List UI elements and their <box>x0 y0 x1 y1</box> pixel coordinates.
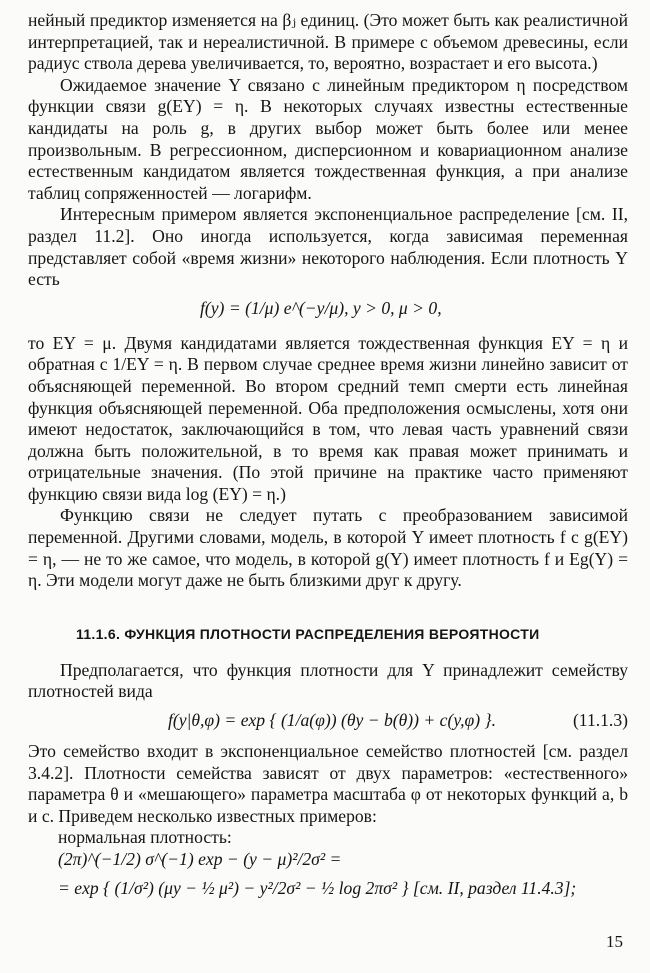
paragraph-8: нормальная плотность: <box>58 827 232 848</box>
section-heading: 11.1.6. ФУНКЦИЯ ПЛОТНОСТИ РАСПРЕДЕЛЕНИЯ ВЕРОЯТНОСТИ <box>76 625 540 642</box>
paragraph-6: Предполагается, что функция плотности для Y принадлежит семейству плотностей вида <box>28 659 628 702</box>
paragraph-3: Интересным примером является экспоненциальное распределение [см. II, раздел 11.2]. Оно иногда используется, когда зависимая переменная представляет собой «время жизни» некоторого наблюдения. Если плотность Y есть <box>28 204 628 290</box>
formula-family <box>28 703 628 741</box>
formula-normal-1: (2π)^(−1/2) σ^(−1) exp − (y − μ)²/2σ² = <box>58 849 342 869</box>
formula-normal-2: = exp { (1/σ²) (μy − ½ μ²) − y²/2σ² − ½ log 2πσ² } [см. II, раздел 11.4.3]; <box>58 877 577 898</box>
paragraph-4: то EY = μ. Двумя кандидатами является тождественная функция EY = η и обратная с 1/EY = η. В первом случае среднее время жизни линейно зависит от объясняющей переменной. Во втором средний темп смерти есть линейная функция объясняющей переменной. Оба предположения осмыслены, хотя они имеют недостаток, заключающийся в том, что левая часть уравнений связи должна быть положительной, в то время как правая может принимать и отрицательные значения. (По этой причине на практике часто применяют функцию связи вида log (EY) = η.) <box>28 332 628 504</box>
formula-exponential-density: f(y) = (1/μ) e^(−y/μ), y > 0, μ > 0, <box>200 297 442 318</box>
paragraph-7: Это семейство входит в экспоненциальное семейство плотностей [см. раздел 3.4.2]. Плотности семейства зависят от двух параметров: «естественного» параметра θ и «мешающего» параметра масштаба φ от некоторых функций a, b и c. Приведем несколько известных примеров: <box>28 741 628 826</box>
paragraph-2: Ожидаемое значение Y связано с линейным предиктором η посредством функции связи g(EY) = η. В некоторых случаях известны естественные кандидаты на роль g, в других выбор может быть более или менее произвольным. В регрессионном, дисперсионном и ковариационном анализе естественным кандидатом является тождественная функция, а при анализе таблиц сопряженностей — логарифм. <box>28 74 628 203</box>
page-body <box>28 10 628 907</box>
page-number: 15 <box>606 932 623 951</box>
paragraph-1: нейный предиктор изменяется на βⱼ единиц. (Это может быть как реалистичной интерпретацией, так и нереалистичной. В примере с объемом древесины, если радиус ствола дерева увеличивается, то, вероятно, возрастает и его высота.) <box>28 10 628 74</box>
formula-family-body: f(y|θ,φ) = exp { (1/a(φ)) (θy − b(θ)) + c(y,φ) }. <box>168 710 496 731</box>
paragraph-5: Функцию связи не следует путать с преобразованием зависимой переменной. Другими словами, модель, в которой Y имеет плотность f с g(EY) = η, — не то же самое, что модель, в которой g(Y) имеет плотность f и Eg(Y) = η. Эти модели могут даже не быть близкими друг к другу. <box>28 505 628 591</box>
equation-number: (11.1.3) <box>572 710 628 731</box>
